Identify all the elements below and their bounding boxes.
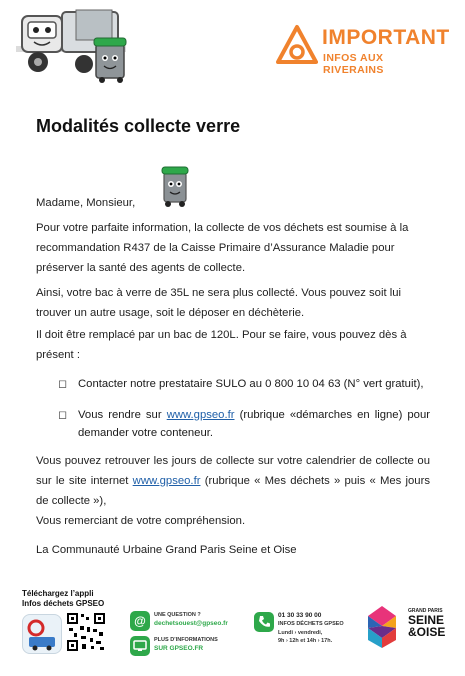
- phone-label: INFOS DÉCHETS GPSEO: [278, 621, 344, 627]
- app-download-line1: Téléchargez l’appli: [22, 589, 94, 598]
- gpseo-s-logo: [360, 602, 404, 652]
- app-download-label: [22, 589, 104, 609]
- gpseo-link[interactable]: www.gpseo.fr: [166, 409, 235, 421]
- calendar-post: (rubrique « Mes déchets » puis « Mes jours de collecte »),: [36, 475, 431, 507]
- app-icon[interactable]: [22, 614, 62, 654]
- phone-icon: [254, 612, 274, 632]
- page-title: Modalités collecte verre: [36, 116, 241, 136]
- bullet-marker: ◻: [58, 378, 68, 390]
- calendar-pre: Vous pouvez retrouver les jours de collecte sur votre calendrier de collecte ou sur le site internet: [36, 455, 430, 487]
- important-banner: [276, 24, 450, 76]
- greeting: Madame, Monsieur,: [36, 197, 136, 209]
- paragraph-bin-35l: Ainsi, votre bac à verre de 35L ne sera plus collecté. Vous pouvez soit lui trouver un autre usage, soit le déposer en déchèterie.: [36, 287, 402, 319]
- important-title: IMPORTANT: [322, 26, 450, 49]
- hours-line2: 9h › 12h et 14h › 17h.: [278, 638, 333, 644]
- gpseo-link-calendar[interactable]: www.gpseo.fr: [132, 475, 201, 487]
- paragraph-thanks: Vous remerciant de votre compréhension.: [36, 515, 246, 527]
- important-subtitle: INFOS AUX RIVERAINS: [323, 52, 384, 76]
- paragraph-replacement: Il doit être remplacé par un bac de 120L. Pour se faire, vous pouvez dès à présent :: [36, 329, 407, 361]
- svg-text:@: @: [134, 614, 146, 628]
- paragraph-intro: Pour votre parfaite information, la collecte de vos déchets est soumise à la recommandation R437 de la Caisse Primaire d’Assurance Maladie pour préserver la santé des agents de collecte.: [36, 222, 409, 274]
- phone-number[interactable]: 01 30 33 90 00: [278, 612, 322, 619]
- gpseo-wordmark: [408, 608, 454, 654]
- more-info-site[interactable]: SUR GPSEO.FR: [154, 645, 204, 652]
- bullet-website: [78, 406, 430, 442]
- app-logo-icon: [23, 615, 61, 653]
- warning-icon: [276, 24, 318, 66]
- bullet-website-post: (rubrique «démarches en ligne) pour demander votre conteneur.: [78, 409, 431, 439]
- email-icon: [130, 611, 150, 631]
- monitor-icon: [130, 636, 150, 656]
- question-email[interactable]: dechetsouest@gpseo.fr: [154, 620, 228, 627]
- bullet-contact-sulo: Contacter notre prestataire SULO au 0 800 10 04 63 (N° vert gratuit),: [78, 378, 424, 390]
- brand-oise: &OISE: [408, 625, 446, 639]
- brand-small: GRAND PARIS: [408, 608, 443, 614]
- signature: La Communauté Urbaine Grand Paris Seine et Oise: [36, 544, 297, 556]
- bullet-website-pre: Vous rendre sur: [78, 409, 167, 421]
- app-download-line2: Infos déchets GPSEO: [22, 599, 105, 608]
- more-info-label: PLUS D’INFORMATIONS: [154, 637, 218, 643]
- hours-line1: Lundi › vendredi,: [278, 630, 323, 636]
- paragraph-calendar: [36, 451, 430, 511]
- brand-seine: SEINE: [408, 613, 445, 627]
- qr-code[interactable]: [66, 612, 106, 652]
- bullet-marker: ◻: [58, 409, 68, 421]
- question-label: UNE QUESTION ?: [154, 612, 201, 618]
- garbage-truck-illustration: [14, 6, 134, 86]
